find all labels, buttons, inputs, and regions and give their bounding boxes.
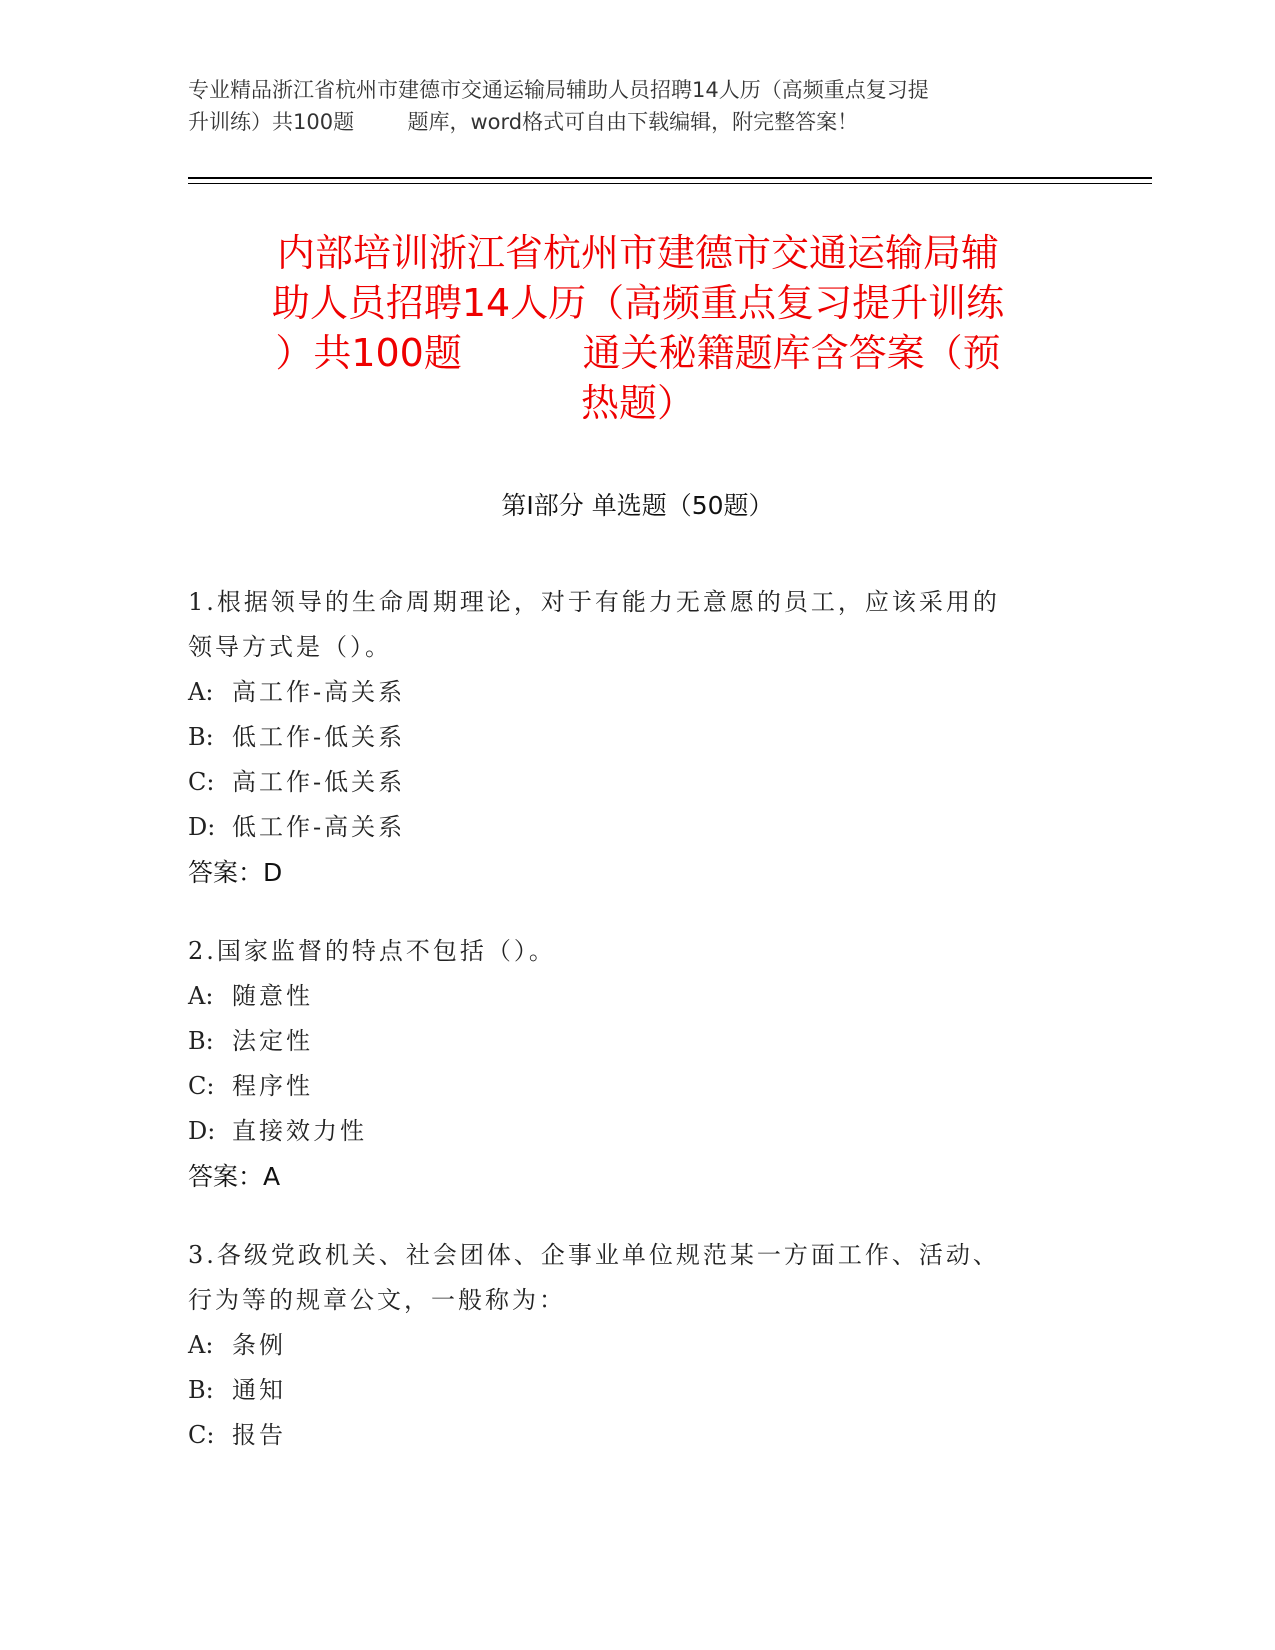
title-line: ）共100题 通关秘籍题库含答案（预 xyxy=(275,331,1001,375)
title-line: 热题） xyxy=(580,381,695,425)
title-line: 助人员招聘14人历（高频重点复习提升训练 xyxy=(271,281,1005,325)
question-2 xyxy=(188,929,1088,1199)
header-note xyxy=(188,74,1088,138)
option-text: 程序性 xyxy=(232,1072,313,1100)
option-letter: B: xyxy=(188,1376,214,1404)
option-text: 条例 xyxy=(232,1331,286,1359)
option-d xyxy=(188,1109,1088,1154)
option-a xyxy=(188,974,1088,1019)
option-a xyxy=(188,1323,1088,1368)
question-1 xyxy=(188,580,1088,895)
header-rule-thick xyxy=(188,177,1152,179)
question-stem xyxy=(188,929,1088,974)
option-c xyxy=(188,1064,1088,1109)
option-b xyxy=(188,715,1088,760)
option-text: 随意性 xyxy=(232,982,313,1010)
option-text: 直接效力性 xyxy=(232,1117,367,1145)
header-note-line: 升训练）共100题 题库，word格式可自由下载编辑，附完整答案！ xyxy=(188,110,859,134)
option-b xyxy=(188,1019,1088,1064)
option-text: 低工作-低关系 xyxy=(232,723,406,751)
option-c xyxy=(188,760,1088,805)
title-line: 内部培训浙江省杭州市建德市交通运输局辅 xyxy=(276,231,999,275)
question-list xyxy=(188,580,1088,1492)
option-letter: C: xyxy=(188,1421,215,1449)
option-letter: A: xyxy=(188,678,214,706)
answer: 答案：D xyxy=(188,858,283,887)
document-title xyxy=(188,228,1088,428)
option-text: 高工作-高关系 xyxy=(232,678,406,706)
option-letter: C: xyxy=(188,768,215,796)
option-text: 高工作-低关系 xyxy=(232,768,406,796)
question-stem-line: 2.国家监督的特点不包括（）。 xyxy=(188,937,556,965)
option-letter: B: xyxy=(188,1027,214,1055)
section-title: 第Ⅰ部分 单选题（50题） xyxy=(501,491,774,520)
option-text: 通知 xyxy=(232,1376,286,1404)
option-b xyxy=(188,1368,1088,1413)
option-letter: D: xyxy=(188,813,216,841)
question-stem-line: 1.根据领导的生命周期理论，对于有能力无意愿的员工，应该采用的 xyxy=(188,588,1000,616)
option-text: 低工作-高关系 xyxy=(232,813,406,841)
question-3 xyxy=(188,1233,1088,1458)
option-a xyxy=(188,670,1088,715)
option-letter: D: xyxy=(188,1117,216,1145)
header-rule-thin xyxy=(188,183,1152,184)
option-letter: C: xyxy=(188,1072,215,1100)
question-stem-line: 领导方式是（）。 xyxy=(188,633,392,661)
question-stem-line: 3.各级党政机关、社会团体、企事业单位规范某一方面工作、活动、 xyxy=(188,1241,1000,1269)
option-text: 报告 xyxy=(232,1421,286,1449)
question-stem-line: 行为等的规章公文，一般称为： xyxy=(188,1286,566,1314)
question-stem xyxy=(188,1233,1088,1323)
option-text: 法定性 xyxy=(232,1027,313,1055)
option-letter: B: xyxy=(188,723,214,751)
option-letter: A: xyxy=(188,1331,214,1359)
question-stem xyxy=(188,580,1088,670)
header-note-line: 专业精品浙江省杭州市建德市交通运输局辅助人员招聘14人历（高频重点复习提 xyxy=(188,78,929,102)
option-c xyxy=(188,1413,1088,1458)
answer: 答案：A xyxy=(188,1162,281,1191)
option-d xyxy=(188,805,1088,850)
option-letter: A: xyxy=(188,982,214,1010)
